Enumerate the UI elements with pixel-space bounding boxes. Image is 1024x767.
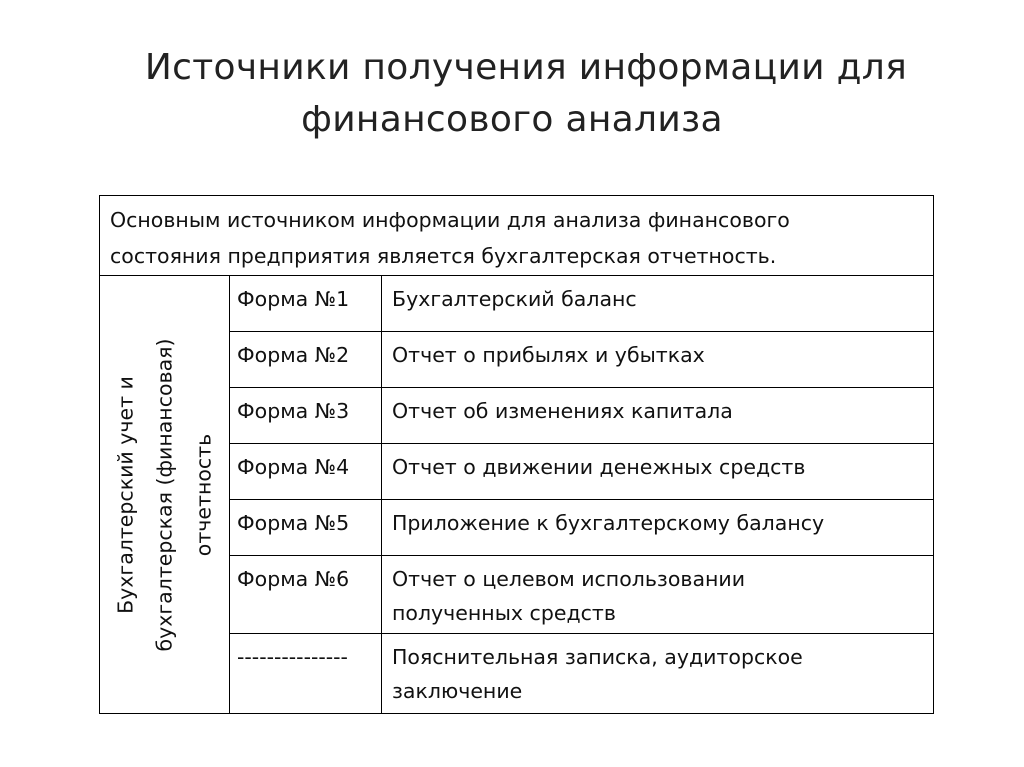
table-row — [229, 556, 933, 634]
form-number: Форма №3 — [229, 388, 382, 443]
forms-table — [229, 275, 934, 714]
form-description-line: Пояснительная записка, аудиторское — [392, 645, 803, 669]
form-number: Форма №4 — [229, 444, 382, 499]
table-row — [229, 332, 933, 388]
intro-line-2: состояния предприятия является бухгалтерская отчетность. — [110, 244, 777, 268]
form-number: --------------- — [229, 634, 382, 714]
intro-cell — [99, 195, 934, 276]
side-label-line-3: отчетность — [191, 433, 215, 556]
form-description-line: полученных средств — [392, 601, 616, 625]
table-row — [229, 634, 933, 714]
side-label-line-1: Бухгалтерский учет и — [113, 375, 137, 614]
form-description — [382, 388, 933, 443]
side-label — [106, 285, 223, 705]
form-number: Форма №1 — [229, 276, 382, 331]
page-title — [0, 42, 1024, 146]
intro-line-1: Основным источником информации для анализа финансового — [110, 208, 790, 232]
form-description-line: Отчет об изменениях капитала — [392, 399, 733, 423]
table-row — [229, 444, 933, 500]
form-description-line: заключение — [392, 679, 523, 703]
form-description — [382, 556, 933, 633]
table-row — [229, 500, 933, 556]
form-description-line: Отчет о движении денежных средств — [392, 455, 806, 479]
form-number: Форма №2 — [229, 332, 382, 387]
form-description — [382, 634, 933, 714]
form-description-line: Отчет о целевом использовании — [392, 567, 746, 591]
form-number: Форма №6 — [229, 556, 382, 633]
table-row — [229, 276, 933, 332]
form-description-line: Отчет о прибылях и убытках — [392, 343, 705, 367]
form-description — [382, 276, 933, 331]
title-line-1: Источники получения информации для — [144, 47, 908, 88]
form-description — [382, 500, 933, 555]
form-description — [382, 332, 933, 387]
form-description — [382, 444, 933, 499]
table-row — [229, 388, 933, 444]
form-description-line: Приложение к бухгалтерскому балансу — [392, 511, 825, 535]
side-label-line-2: бухгалтерская (финансовая) — [152, 338, 176, 651]
form-number: Форма №5 — [229, 500, 382, 555]
title-line-2: финансового анализа — [301, 99, 723, 140]
form-description-line: Бухгалтерский баланс — [392, 287, 637, 311]
side-label-cell — [99, 275, 230, 714]
